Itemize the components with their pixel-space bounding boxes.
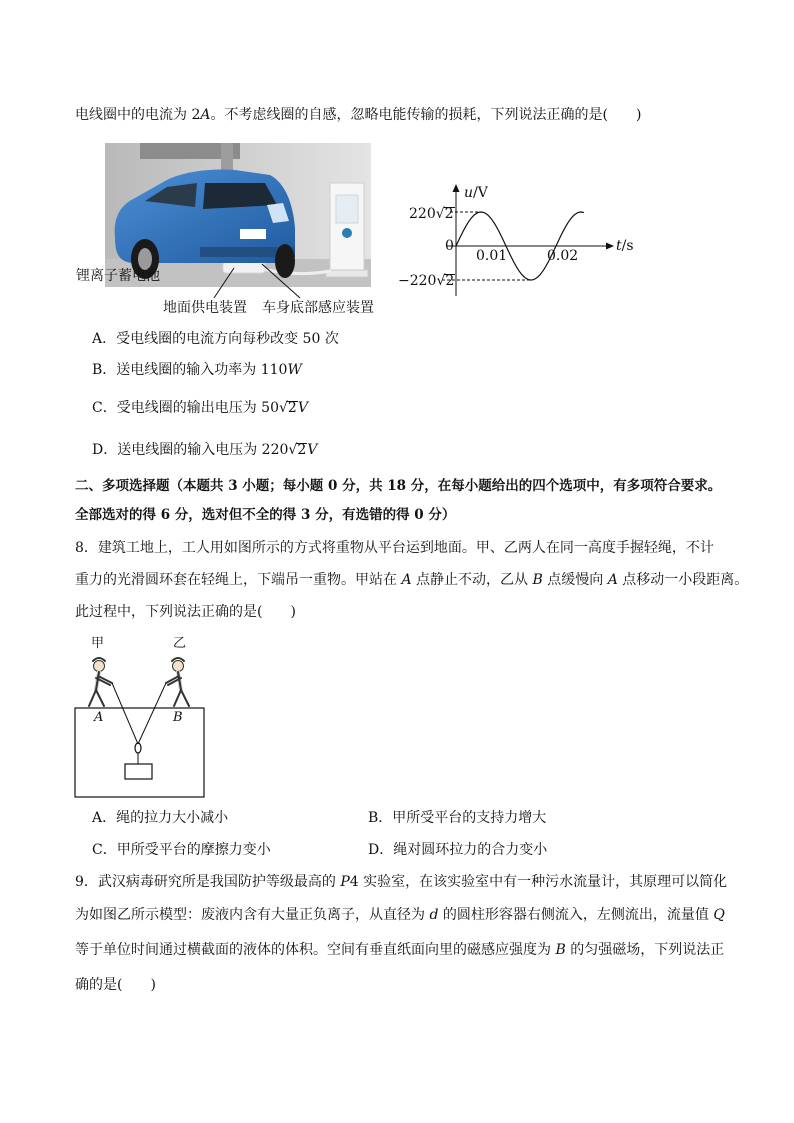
worker-yi — [166, 658, 189, 706]
ground-supply-label: 地面供电装置 — [163, 300, 247, 316]
stem-segment: 确的是( ) — [75, 977, 156, 993]
person-yi-label: 乙 — [173, 636, 187, 651]
option-unit: W — [287, 362, 302, 378]
origin-label: 0 — [445, 238, 454, 254]
t-unit: /s — [621, 238, 634, 254]
q7-option-a — [92, 329, 339, 349]
tick-label-0.01: 0.01 — [476, 248, 508, 264]
option-unit: V — [297, 400, 308, 416]
t-symbol: t — [616, 238, 622, 254]
stem-variable: B — [555, 942, 566, 958]
trough-coefficient: −220 — [398, 273, 437, 289]
option-text: B．送电线圈的输入功率为 110 — [92, 362, 288, 378]
q9-stem-line-1 — [75, 872, 727, 892]
q9-stem-line-2 — [75, 905, 725, 925]
stem-segment: 点缓慢向 — [542, 572, 608, 588]
stem-variable: d — [429, 907, 439, 923]
q8-stem-line-3 — [75, 602, 296, 622]
q8-option-b: B．甲所受平台的支持力增大 — [368, 810, 547, 826]
q8-option-a: A．绳的拉力大小减小 — [92, 810, 229, 826]
stem-variable: B — [532, 572, 543, 588]
stem-segment: 。不考虑线圈的自感，忽略电能传输的损耗，下列说法正确的是( ) — [210, 107, 642, 123]
trough-value-label: −220√2 — [398, 273, 455, 289]
stem-variable: A — [607, 572, 618, 588]
u-unit: /V — [473, 185, 488, 201]
point-a-label: A — [94, 710, 104, 725]
stem-variable: A — [401, 572, 412, 588]
stem-segment: 为如图乙所示模型：废液内含有大量正负离子，从直径为 — [75, 907, 430, 923]
leader-line-ground-supply — [214, 268, 234, 298]
tick-label-0.02: 0.02 — [547, 248, 579, 264]
option-radicand: 2 — [287, 400, 297, 416]
person-jia-label: 甲 — [91, 636, 105, 651]
q8-stem-line-2 — [75, 570, 748, 590]
t-axis-label — [616, 238, 634, 254]
stem-segment: 9．武汉病毒研究所是我国防护等级最高的 — [75, 874, 341, 890]
q9-stem-line-4 — [75, 975, 156, 995]
q8-stem-line-1 — [75, 538, 714, 558]
stem-segment: 此过程中，下列说法正确的是( ) — [75, 604, 296, 620]
u-symbol: u — [464, 185, 474, 201]
stem-segment: 4 实验室，在该实验室中有一种污水流量计，其原理可以简化 — [349, 874, 728, 890]
q8-construction-figure — [70, 640, 210, 802]
u-axis-label — [464, 185, 488, 201]
leader-line-body-sensor — [262, 264, 300, 298]
section2-heading-line-1: 二、多项选择题（本题共 3 小题；每小题 0 分，共 18 分，在每小题给出的四个选项中，有多项符合要求。 — [75, 478, 722, 494]
option-text: D．送电线圈的输入电压为 220 — [92, 442, 289, 458]
q9-stem-line-3 — [75, 940, 724, 960]
option-text: C．受电线圈的输出电压为 50 — [92, 400, 279, 416]
body-sensor-label: 车身底部感应装置 — [262, 300, 374, 316]
q8-option-d: D．绳对圆环拉力的合力变小 — [368, 842, 548, 858]
stem-segment: 的圆柱形容器右侧流入，左侧流出，流量值 — [438, 907, 714, 923]
stem-segment: 等于单位时间通过横截面的液体的体积。空间有垂直纸面向里的磁感应强度为 — [75, 942, 556, 958]
stem-segment: 8．建筑工地上，工人用如图所示的方式将重物从平台运到地面。甲、乙两人在同一高度手握轻绳，不计 — [75, 540, 714, 556]
worker-jia — [89, 658, 112, 706]
battery-label: 锂离子蓄电池 — [76, 268, 160, 284]
stem-variable: A — [200, 107, 211, 123]
q8-option-c: C．甲所受平台的摩擦力变小 — [92, 842, 271, 858]
u-axis-arrow — [453, 184, 460, 192]
q7-option-c: C．受电线圈的输出电压为 50√2V — [92, 400, 308, 416]
stem-variable: P — [340, 874, 350, 890]
peak-radicand: 2 — [444, 206, 454, 222]
heavy-object — [125, 764, 152, 779]
q7-option-b — [92, 360, 302, 380]
stem-segment: 电线圈中的电流为 2 — [75, 107, 201, 123]
trough-radicand: 2 — [445, 273, 455, 289]
stem-segment: 的匀强磁场，下列说法正 — [565, 942, 725, 958]
leader-lines — [200, 255, 310, 300]
q7-stem-line — [75, 105, 641, 125]
option-unit: V — [307, 442, 318, 458]
peak-coefficient: 220 — [409, 206, 436, 222]
charging-kiosk — [326, 183, 368, 277]
t-axis-arrow — [606, 243, 614, 250]
stem-segment: 点移动一小段距离。 — [617, 572, 749, 588]
option-radicand: 2 — [297, 442, 307, 458]
option-text: A．受电线圈的电流方向每秒改变 50 次 — [92, 331, 339, 347]
q7-option-d: D．送电线圈的输入电压为 220√2V — [92, 442, 318, 458]
point-b-label: B — [173, 710, 183, 725]
stem-segment: 点静止不动，乙从 — [411, 572, 533, 588]
stem-variable: Q — [713, 907, 725, 923]
peak-value-label: 220√2 — [409, 206, 454, 222]
section2-heading-line-2: 全部选对的得 6 分，选对但不全的得 3 分，有选错的得 0 分） — [75, 507, 456, 523]
stem-segment: 重力的光滑圆环套在轻绳上，下端吊一重物。甲站在 — [75, 572, 402, 588]
